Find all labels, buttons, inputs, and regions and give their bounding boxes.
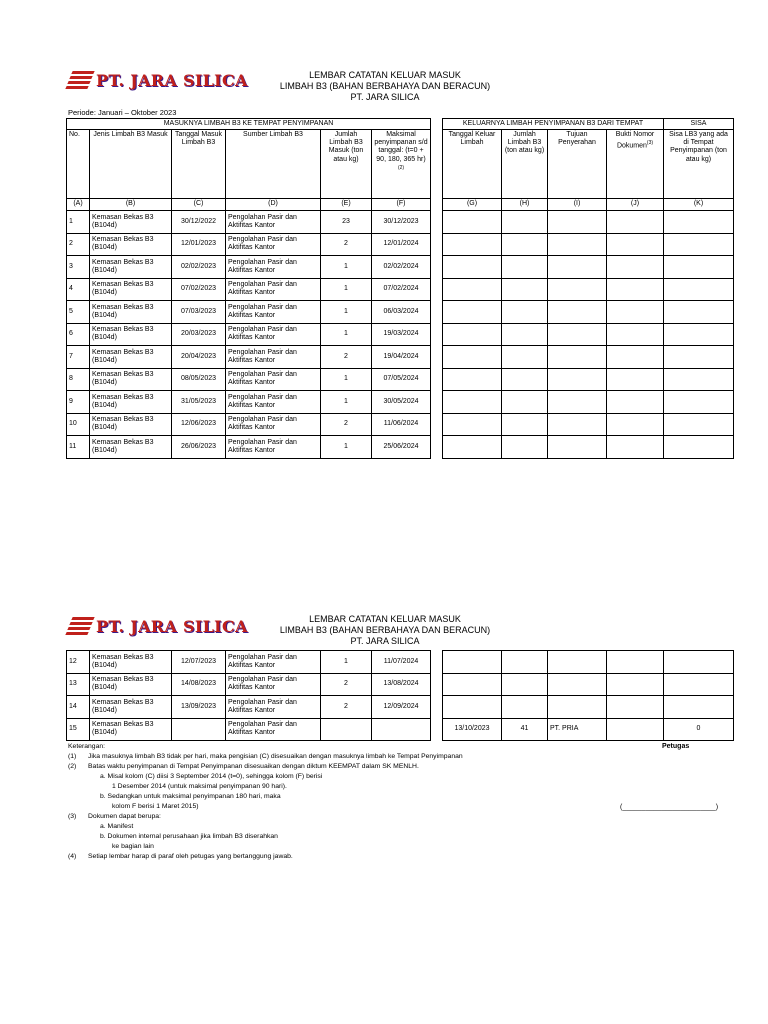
code-i: (I) (548, 199, 607, 211)
cell-bukti (607, 673, 664, 696)
note-line (68, 822, 463, 832)
note-line (68, 772, 463, 782)
code-j: (J) (607, 199, 664, 211)
cell-tgl: 20/03/2023 (172, 323, 226, 346)
cell-no: 9 (67, 391, 90, 414)
cell-sumber: Pengolahan Pasir dan Aktifitas Kantor (226, 436, 321, 459)
note-text: Batas waktu penyimpanan di Tempat Penyimpanan disesuaikan dengan diktum KEEMPAT dalam SK MENLH. (88, 763, 419, 770)
cell-tgl: 02/02/2023 (172, 256, 226, 279)
cell-sumber: Pengolahan Pasir dan Aktifitas Kantor (226, 718, 321, 741)
logo-stripes-icon (68, 615, 92, 637)
cell-sumber: Pengolahan Pasir dan Aktifitas Kantor (226, 346, 321, 369)
cell-jenis: Kemasan Bekas B3 (B104d) (90, 436, 172, 459)
cell-sumber: Pengolahan Pasir dan Aktifitas Kantor (226, 391, 321, 414)
header-jumlah-keluar: Jumlah Limbah B3 (ton atau kg) (502, 130, 548, 199)
cell-no: 13 (67, 673, 90, 696)
cell-jml: 2 (321, 696, 372, 719)
cell-sisa (664, 651, 734, 674)
note-text: a. Manifest (100, 823, 134, 830)
cell-no: 12 (67, 651, 90, 674)
code-g: (G) (443, 199, 502, 211)
cell-maks: 25/06/2024 (372, 436, 431, 459)
cell-jml-k: 41 (502, 718, 548, 741)
note-text: a. Misal kolom (C) diisi 3 September 2014 (t=0), sehingga kolom (F) berisi (100, 773, 323, 780)
cell-tgl: 31/05/2023 (172, 391, 226, 414)
cell-sisa: 0 (664, 718, 734, 741)
cell-jml-k (502, 673, 548, 696)
code-a: (A) (67, 199, 90, 211)
cell-tgl: 07/03/2023 (172, 301, 226, 324)
separator-cell (431, 651, 443, 674)
note-text: 1 Desember 2014 (untuk maksimal penyimpanan 90 hari). (112, 783, 287, 790)
cell-tujuan (548, 696, 607, 719)
cell-sumber: Pengolahan Pasir dan Aktifitas Kantor (226, 651, 321, 674)
title-line-2: LIMBAH B3 (BAHAN BERBAHAYA DAN BERACUN) (279, 81, 491, 91)
note-text: b. Sedangkan untuk maksimal penyimpanan 180 hari, maka (100, 793, 281, 800)
code-k: (K) (664, 199, 734, 211)
cell-jml: 1 (321, 436, 372, 459)
cell-tgl: 26/06/2023 (172, 436, 226, 459)
document-title (200, 614, 570, 647)
cell-maks: 07/02/2024 (372, 278, 431, 301)
note-number: (3) (68, 813, 77, 820)
periode: Periode: Januari – Oktober 2023 (68, 108, 177, 117)
group-header-keluar: KELUARNYA LIMBAH PENYIMPANAN B3 DARI TEMPAT (443, 119, 664, 130)
cell-maks (372, 718, 431, 741)
cell-no: 10 (67, 413, 90, 436)
title-line-3: PT. JARA SILICA (350, 92, 420, 102)
cell-no: 6 (67, 323, 90, 346)
logo-text: PT. JARA SILICA (96, 70, 248, 90)
cell-tgl: 30/12/2022 (172, 211, 226, 234)
note-number: (1) (68, 753, 77, 760)
petugas-label: Petugas (662, 743, 690, 750)
cell-maks: 19/04/2024 (372, 346, 431, 369)
cell-jenis: Kemasan Bekas B3 (B104d) (90, 323, 172, 346)
cell-no: 4 (67, 278, 90, 301)
cell-jenis: Kemasan Bekas B3 (B104d) (90, 718, 172, 741)
code-b: (B) (90, 199, 172, 211)
cell-no: 15 (67, 718, 90, 741)
cell-maks: 19/03/2024 (372, 323, 431, 346)
cell-tgl: 12/06/2023 (172, 413, 226, 436)
cell-sumber: Pengolahan Pasir dan Aktifitas Kantor (226, 323, 321, 346)
cell-sumber: Pengolahan Pasir dan Aktifitas Kantor (226, 233, 321, 256)
cell-jml (321, 718, 372, 741)
notes-heading: Keterangan: (68, 743, 106, 750)
logo-text: PT. JARA SILICA (96, 616, 248, 636)
cell-jenis: Kemasan Bekas B3 (B104d) (90, 301, 172, 324)
cell-jenis: Kemasan Bekas B3 (B104d) (90, 256, 172, 279)
code-f: (F) (372, 199, 431, 211)
cell-tgl-k: 13/10/2023 (443, 718, 502, 741)
cell-jml: 1 (321, 256, 372, 279)
header-sumber: Sumber Limbah B3 (226, 130, 321, 199)
header-bukti-text: Bukti Nomor Dokumen (615, 131, 655, 150)
cell-jml: 1 (321, 278, 372, 301)
cell-bukti (607, 718, 664, 741)
waste-log-table-continued (66, 650, 734, 741)
note-number: (4) (68, 853, 77, 860)
cell-jenis: Kemasan Bekas B3 (B104d) (90, 278, 172, 301)
cell-jml: 2 (321, 346, 372, 369)
cell-jml: 23 (321, 211, 372, 234)
cell-jml: 2 (321, 413, 372, 436)
cell-no: 14 (67, 696, 90, 719)
table-body-page-2 (67, 651, 734, 741)
signature-line: (________________________) (620, 804, 719, 811)
note-text: Dokumen dapat berupa: (88, 813, 161, 820)
cell-jml: 1 (321, 301, 372, 324)
table-row (67, 651, 734, 674)
table-row (67, 673, 734, 696)
cell-jml: 2 (321, 673, 372, 696)
cell-tujuan: PT. PRIA (548, 718, 607, 741)
code-d: (D) (226, 199, 321, 211)
note-text: Jika masuknya limbah B3 tidak per hari, maka pengisian (C) disesuaikan dengan masuknya limbah ke Tempat Penyimpanan (88, 753, 463, 760)
code-e: (E) (321, 199, 372, 211)
cell-maks: 12/01/2024 (372, 233, 431, 256)
cell-sisa (664, 696, 734, 719)
note-line (68, 752, 463, 762)
cell-no: 8 (67, 368, 90, 391)
group-header-masuk: MASUKNYA LIMBAH B3 KE TEMPAT PENYIMPANAN (67, 119, 431, 130)
cell-jenis: Kemasan Bekas B3 (B104d) (90, 211, 172, 234)
cell-tgl: 12/07/2023 (172, 651, 226, 674)
cell-jenis: Kemasan Bekas B3 (B104d) (90, 368, 172, 391)
note-number: (2) (68, 763, 77, 770)
cell-maks: 12/09/2024 (372, 696, 431, 719)
note-line (68, 782, 463, 792)
cell-no: 11 (67, 436, 90, 459)
cell-jml: 1 (321, 391, 372, 414)
note-line (68, 842, 463, 852)
note-text: ke bagian lain (112, 843, 154, 850)
cell-jenis: Kemasan Bekas B3 (B104d) (90, 651, 172, 674)
code-c: (C) (172, 199, 226, 211)
notes-section (68, 742, 463, 862)
cell-tgl: 14/08/2023 (172, 673, 226, 696)
cell-maks: 02/02/2024 (372, 256, 431, 279)
cell-sumber: Pengolahan Pasir dan Aktifitas Kantor (226, 278, 321, 301)
separator-cell (431, 718, 443, 741)
header-sisa: Sisa LB3 yang ada di Tempat Penyimpanan (ton atau kg) (664, 130, 734, 199)
cell-jml-k (502, 696, 548, 719)
cell-tujuan (548, 673, 607, 696)
note-line (68, 812, 463, 822)
cell-maks: 11/06/2024 (372, 413, 431, 436)
title-line-2: LIMBAH B3 (BAHAN BERBAHAYA DAN BERACUN) (279, 625, 491, 635)
cell-maks: 30/12/2023 (372, 211, 431, 234)
cell-sumber: Pengolahan Pasir dan Aktifitas Kantor (226, 301, 321, 324)
cell-sumber: Pengolahan Pasir dan Aktifitas Kantor (226, 413, 321, 436)
cell-jml: 1 (321, 323, 372, 346)
cell-jenis: Kemasan Bekas B3 (B104d) (90, 673, 172, 696)
cell-bukti (607, 696, 664, 719)
header-maksimal-text: Maksimal penyimpanan s/d tanggal: (t=0 + 90, 180, 365 hr) (374, 131, 428, 163)
note-text: b. Dokumen internal perusahaan jika limbah B3 diserahkan (100, 833, 278, 840)
cell-jenis: Kemasan Bekas B3 (B104d) (90, 233, 172, 256)
cell-jenis: Kemasan Bekas B3 (B104d) (90, 346, 172, 369)
cell-maks: 11/07/2024 (372, 651, 431, 674)
cell-tgl: 08/05/2023 (172, 368, 226, 391)
note-text: kolom F berisi 1 Maret 2015) (112, 803, 199, 810)
header-tujuan: Tujuan Penyerahan (548, 130, 607, 199)
header-tanggal-masuk: Tanggal Masuk Limbah B3 (172, 130, 226, 199)
cell-sumber: Pengolahan Pasir dan Aktifitas Kantor (226, 256, 321, 279)
cell-no: 7 (67, 346, 90, 369)
cell-tgl: 07/02/2023 (172, 278, 226, 301)
separator-cell (431, 673, 443, 696)
cell-jml: 2 (321, 233, 372, 256)
cell-jml: 1 (321, 651, 372, 674)
cell-bukti (607, 651, 664, 674)
header-bukti-sup: (3) (646, 140, 654, 147)
cell-sumber: Pengolahan Pasir dan Aktifitas Kantor (226, 368, 321, 391)
cell-sisa (664, 673, 734, 696)
header-jenis: Jenis Limbah B3 Masuk (90, 130, 172, 199)
group-header-sisa: SISA (664, 119, 734, 130)
cell-tgl: 12/01/2023 (172, 233, 226, 256)
cell-tgl-k (443, 673, 502, 696)
title-line-3: PT. JARA SILICA (350, 636, 420, 646)
cell-jenis: Kemasan Bekas B3 (B104d) (90, 391, 172, 414)
header-maksimal-sup: (2) (397, 164, 405, 171)
header-jumlah-masuk: Jumlah Limbah B3 Masuk (ton atau kg) (321, 130, 372, 199)
cell-no: 5 (67, 301, 90, 324)
note-line (68, 852, 463, 862)
separator-cell (431, 696, 443, 719)
cell-no: 1 (67, 211, 90, 234)
header-no: No. (67, 130, 90, 199)
cell-tujuan (548, 651, 607, 674)
cell-maks: 07/05/2024 (372, 368, 431, 391)
cell-sumber: Pengolahan Pasir dan Aktifitas Kantor (226, 673, 321, 696)
cell-sumber: Pengolahan Pasir dan Aktifitas Kantor (226, 211, 321, 234)
note-text: Setiap lembar harap di paraf oleh petugas yang bertanggung jawab. (88, 853, 293, 860)
code-h: (H) (502, 199, 548, 211)
cell-maks: 13/08/2024 (372, 673, 431, 696)
table-row (67, 718, 734, 741)
cell-maks: 06/03/2024 (372, 301, 431, 324)
note-line (68, 832, 463, 842)
title-line-1: LEMBAR CATATAN KELUAR MASUK (309, 614, 461, 624)
note-line (68, 802, 463, 812)
cell-tgl: 13/09/2023 (172, 696, 226, 719)
cell-sumber: Pengolahan Pasir dan Aktifitas Kantor (226, 696, 321, 719)
note-line (68, 792, 463, 802)
title-line-1: LEMBAR CATATAN KELUAR MASUK (309, 70, 461, 80)
note-line (68, 762, 463, 772)
cell-tgl: 20/04/2023 (172, 346, 226, 369)
header-tanggal-keluar: Tanggal Keluar Limbah (443, 130, 502, 199)
cell-tgl (172, 718, 226, 741)
cell-no: 3 (67, 256, 90, 279)
cell-jenis: Kemasan Bekas B3 (B104d) (90, 413, 172, 436)
cell-tgl-k (443, 696, 502, 719)
cell-jml: 1 (321, 368, 372, 391)
table-row (67, 696, 734, 719)
cell-no: 2 (67, 233, 90, 256)
cell-jenis: Kemasan Bekas B3 (B104d) (90, 696, 172, 719)
cell-tgl-k (443, 651, 502, 674)
cell-maks: 30/05/2024 (372, 391, 431, 414)
cell-jml-k (502, 651, 548, 674)
